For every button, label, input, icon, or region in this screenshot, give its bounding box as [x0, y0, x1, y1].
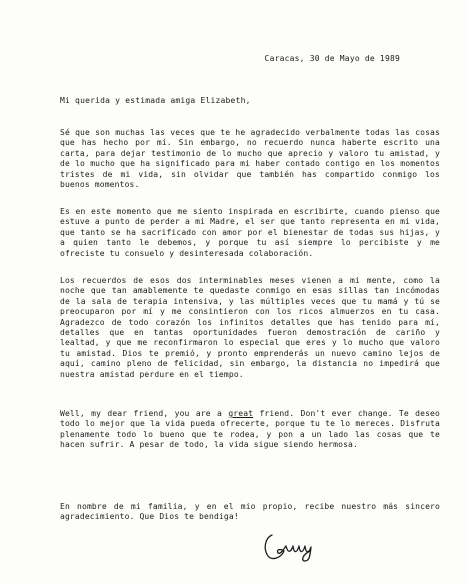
farewell-text-end: friend. Don't ever change. Te deseo todo lo mejor que la vida pueda ofrecerte, porque tu te lo mereces. Disfruta plenamente todo lo bueno que te rodea, y pon a un lado las cosas que te hacen sufrir. A pesar de todo, la vida sigue siendo hermosa.: [60, 409, 440, 450]
handwritten-signature: [262, 530, 322, 562]
paragraph-gratitude: Sé que son muchas las veces que te he agradecido verbalmente todas las cosas que has hecho por mí. Sin embargo, no recuerdo nunca haberte escrito una carta, para dejar testimonio de lo mucho que aprecio y valoro tu amistad, y de lo mucho que ha significado para mi haber contado contigo en los momentos tristes de mi vida, sin olvidar que también has compartido conmigo los buenos momentos.: [60, 128, 440, 190]
paragraph-closing: En nombre de mi familia, y en el mio propio, recibe nuestro más sincero agradecimiento. Que Dios te bendiga!: [60, 502, 440, 522]
farewell-text-start: Well, my dear friend, you are a: [60, 409, 229, 418]
paragraph-memories: Los recuerdos de esos dos interminables meses vienen a mi mente, como la noche que tan amablemente te quedaste conmigo en esas sillas tan incómodas de la sala de terapia intensiva, y las múltiples veces que tu mamá y tú se preocuparon por mí y me consintieron con los ricos almuerzos en tu casa. Agradezco de todo corazón los infinitos detalles que has tenido para mí, detalles que en tantas oportunidades fueron demostración de cariño y lealtad, y que me reconfirmaron lo especial que eres y lo mucho que valoro tu amistad. Dios te premió, y pronto emprenderás un nuevo camino lejos de aquí, camino pleno de felicidad, sin embargo, la distancia no impedirá que nuestra amistad perdure en el tiempo.: [60, 276, 440, 379]
emphasized-word: great: [228, 409, 254, 418]
place-and-date: Caracas, 30 de Mayo de 1989: [264, 54, 400, 63]
paragraph-farewell: [60, 409, 440, 451]
paragraph-mother: Es en este momento que me siento inspirada en escribirte, cuando pienso que estuve a punto de perder a mi Madre, el ser que tanto representa en mi vida, que tanto se ha sacrificado con amor por el bienestar de todas sus hijas, y a quien tanto le debemos, y porque tu así siempre lo percibiste y me ofreciste tu consuelo y desinteresada colaboración.: [60, 207, 440, 258]
greeting: Mi querida y estimada amiga Elizabeth,: [60, 96, 251, 105]
